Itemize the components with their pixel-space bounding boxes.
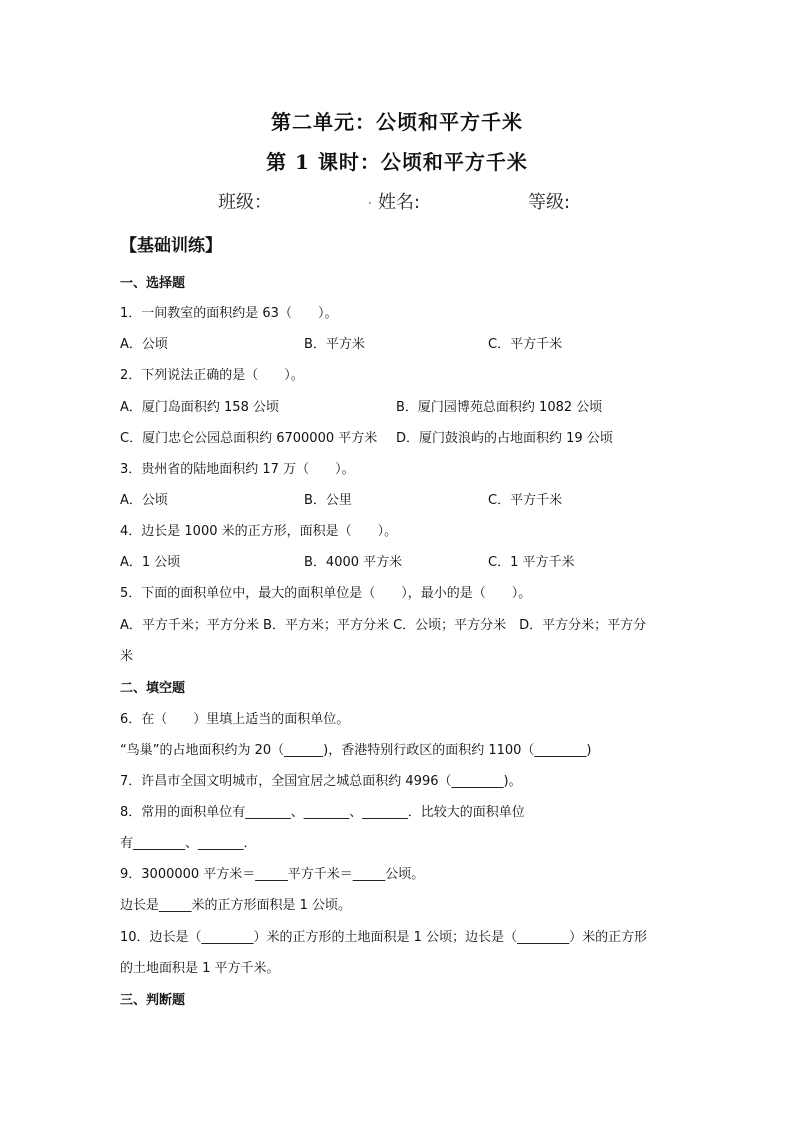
- class-label: 班级：: [218, 192, 272, 213]
- q4-option-b: B．4000 平方米: [304, 555, 403, 570]
- q2-option-d: D．厦门鼓浪屿的占地面积约 19 公顷: [396, 431, 613, 446]
- q2-option-b: B．厦门园博苑总面积约 1082 公顷: [396, 400, 603, 415]
- question-3: 3．贵州省的陆地面积约 17 万（ ）。: [120, 462, 355, 477]
- question-9-line-2: 边长是_____米的正方形面积是 1 公顷。: [120, 898, 352, 913]
- name-label: 姓名:: [378, 192, 421, 213]
- question-7: 7．许昌市全国文明城市，全国宜居之城总面积约 4996（________)。: [120, 774, 522, 789]
- q4-option-c: C．1 平方千米: [488, 555, 575, 570]
- grade-label: 等级:: [528, 192, 571, 213]
- question-8: 8．常用的面积单位有_______、_______、_______．比较大的面积单位: [120, 805, 525, 820]
- q1-option-a: A．公顷: [120, 337, 168, 352]
- page-subtitle: 第 1 课时：公顷和平方千米: [266, 150, 528, 174]
- part-fill-heading: 二、填空题: [120, 681, 186, 696]
- section-heading: 【基础训练】: [120, 236, 222, 256]
- q1-option-b: B．平方米: [304, 337, 365, 352]
- q5-options-continued: 米: [120, 649, 134, 664]
- part-judge-heading: 三、判断题: [120, 993, 186, 1008]
- question-5: 5．下面的面积单位中，最大的面积单位是（ ），最小的是（ ）。: [120, 586, 532, 601]
- dot-mark: .: [367, 188, 373, 209]
- q2-option-c: C．厦门忠仑公园总面积约 6700000 平方米: [120, 431, 378, 446]
- page-title: 第二单元：公顷和平方千米: [271, 110, 523, 134]
- question-10-line-2: 的土地面积是 1 平方千米。: [120, 961, 280, 976]
- q1-option-c: C．平方千米: [488, 337, 563, 352]
- q2-option-a: A．厦门岛面积约 158 公顷: [120, 400, 279, 415]
- q5-options: A．平方千米；平方分米 B．平方米；平方分米 C．公顷；平方分米 D．平方分米；平方分: [120, 618, 647, 633]
- question-6: 6．在（ ）里填上适当的面积单位。: [120, 712, 350, 727]
- question-1: 1．一间教室的面积约是 63（ ）。: [120, 306, 338, 321]
- question-10: 10．边长是（________）米的正方形的土地面积是 1 公顷；边长是（________）米的正方形: [120, 930, 648, 945]
- q3-option-a: A．公顷: [120, 493, 168, 508]
- question-4: 4．边长是 1000 米的正方形，面积是（ ）。: [120, 524, 398, 539]
- part-choice-heading: 一、选择题: [120, 276, 186, 291]
- question-9: 9．3000000 平方米＝_____平方千米＝_____公顷。: [120, 867, 425, 882]
- question-6-line-2: “鸟巢”的占地面积约为 20（______)，香港特别行政区的面积约 1100（________): [120, 743, 592, 758]
- question-8-line-2: 有________、_______．: [120, 836, 257, 851]
- q3-option-b: B．公里: [304, 493, 352, 508]
- question-2: 2．下列说法正确的是（ ）。: [120, 368, 304, 383]
- q4-option-a: A．1 公顷: [120, 555, 181, 570]
- q3-option-c: C．平方千米: [488, 493, 563, 508]
